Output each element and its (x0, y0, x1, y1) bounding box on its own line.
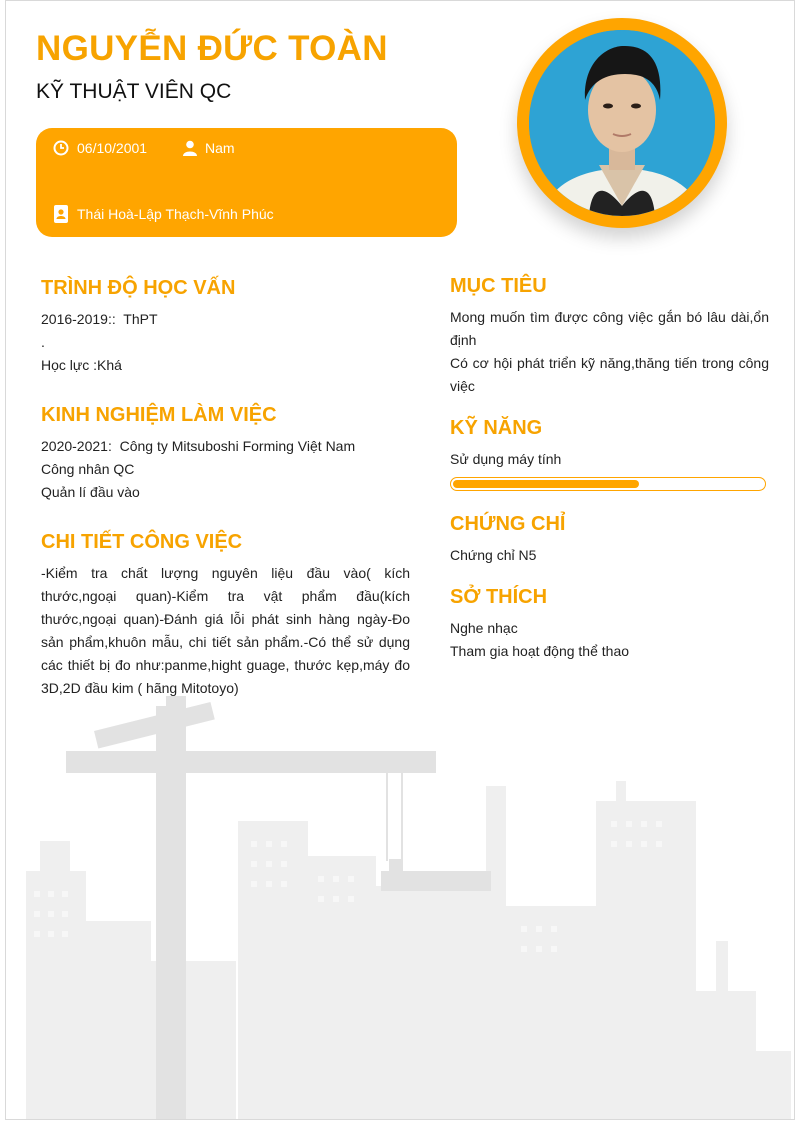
clock-icon (53, 140, 69, 156)
skill-level-fill (453, 480, 639, 488)
education-heading: TRÌNH ĐỘ HỌC VẤN (41, 277, 236, 299)
experience-company: Công ty Mitsuboshi Forming Việt Nam (119, 438, 356, 454)
address-item (53, 205, 274, 223)
gender-item (183, 140, 235, 156)
objective-heading: MỤC TIÊU (450, 275, 547, 297)
cv-page (5, 0, 795, 1120)
certificates-heading: CHỨNG CHỈ (450, 513, 566, 535)
birthday-item (53, 140, 147, 156)
education-grade: Học lực :Khá (41, 357, 122, 373)
contact-book-icon (53, 205, 69, 223)
gender-value: Nam (205, 140, 235, 156)
candidate-name: NGUYỄN ĐỨC TOÀN (36, 29, 388, 68)
education-school: ThPT (123, 311, 158, 327)
experience-heading: KINH NGHIỆM LÀM VIỆC (41, 404, 277, 426)
skill-level-bar (450, 477, 766, 491)
hobby-item-2: Tham gia hoạt động thể thao (450, 643, 630, 659)
job-details-text: -Kiểm tra chất lượng nguyên liệu đầu vào( kích thước,ngoại quan)-Kiểm tra vật phẩm đầu(kích thước,ngoại quan)-Đánh giá lỗi phát sinh hàng ngày-Đo sản phẩm,khuôn mẫu, chi tiết sản phẩm.-Có thể sử dụng các thiết bị đo như:panme,hight guage, thước kẹp,máy đo 3D,2D đầu kim ( hãng Mitotoyo) (41, 565, 410, 696)
skill-name: Sử dụng máy tính (450, 451, 562, 467)
address-value: Thái Hoà-Lập Thạch-Vĩnh Phúc (77, 206, 274, 222)
job-title: KỸ THUẬT VIÊN QC (36, 80, 232, 103)
objective-line-2: Có cơ hội phát triển kỹ năng,thăng tiến trong công việc (450, 355, 769, 394)
experience-company-line (41, 435, 355, 458)
experience-period: 2020-2021: (41, 438, 112, 454)
profile-photo (529, 30, 715, 216)
job-details-heading: CHI TIẾT CÔNG VIỆC (41, 531, 243, 553)
skills-heading: KỸ NĂNG (450, 417, 543, 439)
city-skyline-background (6, 691, 794, 1119)
hobby-item-1: Nghe nhạc (450, 620, 518, 636)
user-icon (183, 140, 197, 156)
objective-line-1: Mong muốn tìm được công việc gắn bó lâu dài,ổn định (450, 309, 769, 348)
experience-duty: Quản lí đầu vào (41, 484, 140, 500)
education-period: 2016-2019:: (41, 311, 116, 327)
certificate-item: Chứng chỉ N5 (450, 547, 537, 563)
education-period-line (41, 308, 158, 331)
profile-photo-frame (517, 18, 727, 228)
experience-role: Công nhân QC (41, 461, 135, 477)
education-separator: . (41, 334, 45, 350)
hobbies-heading: SỞ THÍCH (450, 586, 548, 608)
birthday-value: 06/10/2001 (77, 140, 148, 156)
personal-info-box (36, 128, 457, 237)
